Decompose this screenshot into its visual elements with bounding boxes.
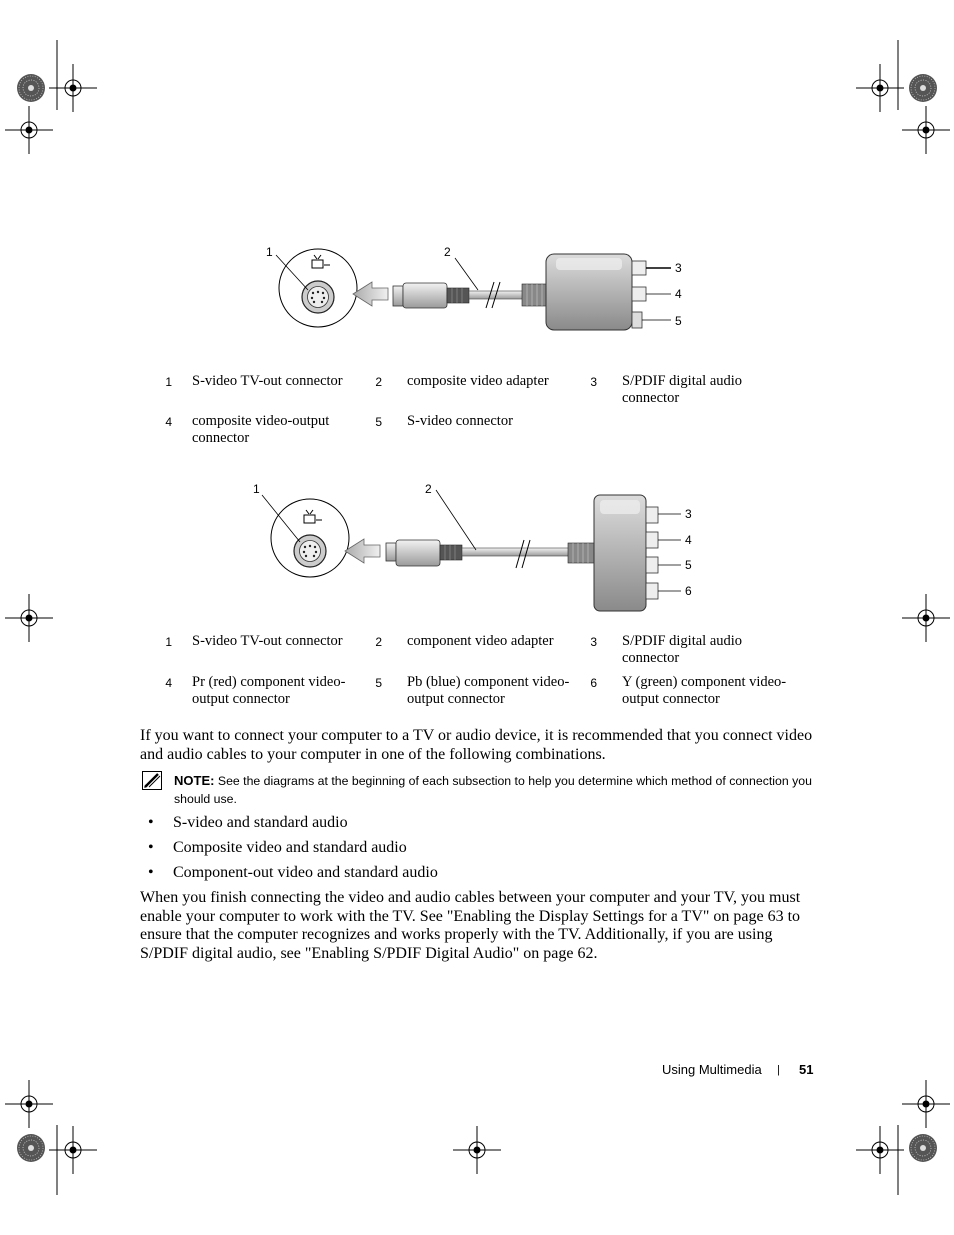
note-text: See the diagrams at the beginning of each subsection to help you determine which method of connection you should use. bbox=[174, 774, 812, 806]
legend-text: S/PDIF digital audio connector bbox=[622, 633, 743, 666]
fig1-callout-1: 1 bbox=[266, 245, 273, 259]
bullet-item: S-video and standard audio bbox=[173, 814, 348, 831]
legend-number: 4 bbox=[165, 415, 172, 429]
bullet-marker: • bbox=[148, 814, 154, 831]
legend-text: S-video connector bbox=[407, 413, 513, 429]
fig2-callout-1: 1 bbox=[253, 482, 260, 496]
note-block bbox=[174, 772, 824, 808]
legend-number: 5 bbox=[375, 676, 382, 690]
legend-text: composite video adapter bbox=[407, 373, 549, 389]
bullet-marker: • bbox=[148, 839, 154, 856]
fig1-callout-2: 2 bbox=[444, 245, 451, 259]
legend-number: 3 bbox=[590, 375, 597, 389]
legend-number: 4 bbox=[165, 676, 172, 690]
legend-number: 1 bbox=[165, 375, 172, 389]
fig2-callout-3: 3 bbox=[685, 507, 692, 521]
legend-number: 3 bbox=[590, 635, 597, 649]
legend-number: 2 bbox=[375, 635, 382, 649]
legend-text: S-video TV-out connector bbox=[192, 633, 343, 649]
legend-text: S-video TV-out connector bbox=[192, 373, 343, 389]
legend-text: component video adapter bbox=[407, 633, 554, 649]
legend-number: 5 bbox=[375, 415, 382, 429]
bullet-item: Component-out video and standard audio bbox=[173, 864, 438, 881]
legend-text: Pb (blue) component video-output connector bbox=[407, 674, 570, 707]
cable bbox=[462, 548, 570, 556]
bullet-item: Composite video and standard audio bbox=[173, 839, 407, 856]
s-video-plug bbox=[396, 540, 440, 566]
fig1-callout-3: 3 bbox=[675, 261, 682, 275]
note-label: NOTE: bbox=[174, 773, 215, 788]
legend-text: Pr (red) component video-output connector bbox=[192, 674, 346, 707]
legend-number: 2 bbox=[375, 375, 382, 389]
page-number: 51 bbox=[799, 1062, 814, 1077]
fig1-callout-5: 5 bbox=[675, 314, 682, 328]
legend-text: Y (green) component video-output connector bbox=[622, 674, 787, 707]
fig1-callout-4: 4 bbox=[675, 287, 682, 301]
legend-text: S/PDIF digital audio connector bbox=[622, 373, 743, 406]
closing-paragraph: When you finish connecting the video and audio cables between your computer and your TV, you must enable your computer to work with the TV. See "Enabling the Display Settings for a TV" on page 63 to ensure that the computer recognizes and works properly with the TV. Additionally, if you are using S/PDIF digital audio, see "Enabling S/PDIF Digital Audio" on page 62. bbox=[140, 889, 801, 962]
fig2-callout-6: 6 bbox=[685, 584, 692, 598]
fig2-callout-2: 2 bbox=[425, 482, 432, 496]
bullet-marker: • bbox=[148, 864, 154, 881]
legend-number: 6 bbox=[590, 676, 597, 690]
footer-section-title: Using Multimedia bbox=[662, 1062, 762, 1077]
insert-arrow bbox=[345, 539, 380, 563]
fig2-callout-4: 4 bbox=[685, 533, 692, 547]
footer-separator: | bbox=[777, 1064, 780, 1076]
legend-text: composite video-output connector bbox=[192, 413, 330, 446]
intro-paragraph: If you want to connect your computer to a TV or audio device, it is recommended that you connect video and audio cables to your computer in one of the following combinations. bbox=[140, 727, 813, 763]
fig2-callout-5: 5 bbox=[685, 558, 692, 572]
note-pencil-icon bbox=[142, 771, 164, 791]
legend-number: 1 bbox=[165, 635, 172, 649]
